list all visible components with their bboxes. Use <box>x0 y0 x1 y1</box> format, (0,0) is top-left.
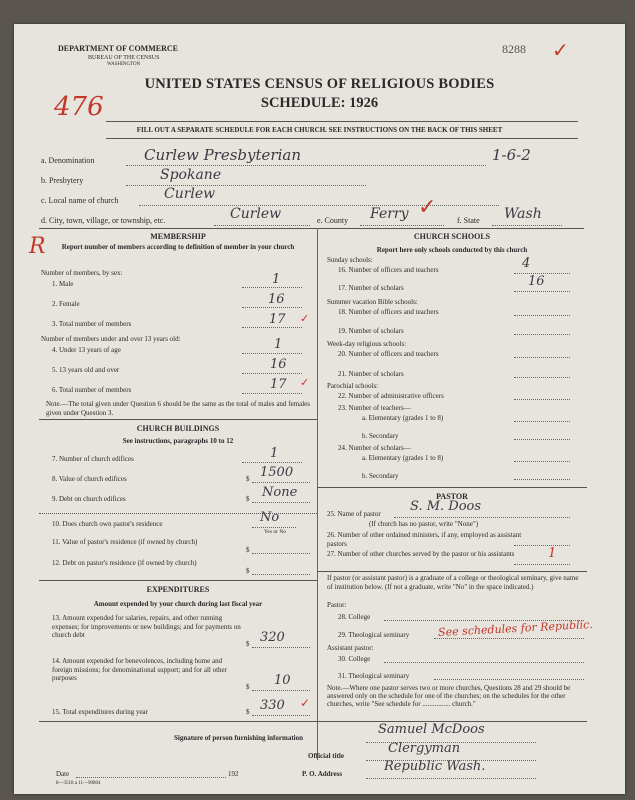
expenditures-title: EXPENDITURES <box>146 585 210 594</box>
q18-label: 18. Number of officers and teachers <box>338 308 439 316</box>
q28-label: 28. College <box>338 613 371 621</box>
q11-label: 11. Value of pastor's residence (if owned by church) <box>52 538 198 546</box>
q13-label: 13. Amount expended for salaries, repairs, and other running expenses; for improvements or new buildings; and for payments on church debt <box>52 614 241 640</box>
county-value: Ferry <box>370 206 409 222</box>
signature-label: Signature of person furnishing information <box>174 734 303 742</box>
instruction-text: FILL OUT A SEPARATE SCHEDULE FOR EACH CHURCH. SEE INSTRUCTIONS ON THE BACK OF THIS SHEET <box>136 126 503 134</box>
q16-label: 16. Number of officers and teachers <box>338 266 439 274</box>
q25-value: S. M. Doos <box>410 499 482 514</box>
q31-label: 31. Theological seminary <box>338 672 410 680</box>
q20-label: 20. Number of officers and teachers <box>338 350 439 358</box>
q19-label: 19. Number of scholars <box>338 327 404 335</box>
q1-value: 1 <box>272 272 281 287</box>
q5-value: 16 <box>270 357 287 372</box>
date-label: Date <box>56 770 70 778</box>
pastor-sublabel: Pastor: <box>327 601 347 609</box>
assistant-sublabel: Assistant pastor: <box>327 644 374 652</box>
q25-label: 25. Name of pastor <box>327 510 381 518</box>
summer-schools-label: Summer vacation Bible schools: <box>327 298 418 306</box>
form-number: 8288 <box>502 42 526 56</box>
q21-label: 21. Number of scholars <box>338 370 404 378</box>
weekday-schools-label: Week-day religious schools: <box>327 340 407 348</box>
form-subtitle: SCHEDULE: 1926 <box>260 95 379 111</box>
red-tick-q15: ✓ <box>300 696 311 710</box>
presbytery-label: b. Presbytery <box>41 176 84 185</box>
schools-intro: Report here only schools conducted by this church <box>376 246 528 254</box>
q9-value: None <box>262 485 298 500</box>
census-schedule-sheet <box>14 24 625 794</box>
q29-label: 29. Theological seminary <box>338 631 410 639</box>
city-field-label: d. City, town, village, or township, etc. <box>41 216 166 225</box>
red-tick-q3: ✓ <box>300 313 310 325</box>
q24b-label: b. Secondary <box>362 472 399 480</box>
q13-value: 320 <box>260 630 285 645</box>
state-label: f. State <box>457 216 480 225</box>
q15-value: 330 <box>260 698 285 713</box>
q23a-label: a. Elementary (grades 1 to 8) <box>362 414 444 422</box>
q6-label: 6. Total number of members <box>52 386 132 394</box>
graduate-intro: If pastor (or assistant pastor) is a graduate of a college or theological seminary, give name of institution below. (If not a graduate, write "No" in the space indicated.) <box>327 574 579 591</box>
church-name-value: Curlew <box>164 186 216 202</box>
q23-label: 23. Number of teachers— <box>338 404 411 412</box>
q2-label: 2. Female <box>52 300 80 308</box>
year-label: 192 <box>228 770 239 778</box>
signature-value: Samuel McDoos <box>378 722 485 737</box>
q17-value: 16 <box>528 274 545 289</box>
q26-label: 26. Number of other ordained ministers, if any, employed as assistant pastors <box>327 531 522 548</box>
denomination-value: Curlew Presbyterian <box>144 146 301 164</box>
q8-value: 1500 <box>260 465 294 480</box>
q23b-label: b. Secondary <box>362 432 399 440</box>
q3-label: 3. Total number of members <box>52 320 132 328</box>
q14-value: 10 <box>274 673 291 688</box>
red-tick-q6: ✓ <box>300 377 310 389</box>
official-title-value: Clergyman <box>388 741 461 756</box>
red-r-mark: R <box>29 234 46 259</box>
buildings-title: CHURCH BUILDINGS <box>136 424 220 433</box>
state-value: Wash <box>504 206 542 222</box>
q8-dollar: $ <box>246 475 250 483</box>
q9-dollar: $ <box>246 495 250 503</box>
q9-label: 9. Debt on church edifices <box>52 495 126 503</box>
q10-value: No <box>260 510 280 525</box>
red-check-mark: ✓ <box>552 40 569 62</box>
city-label: WASHINGTON <box>107 62 141 67</box>
q15-label: 15. Total expenditures during year <box>52 708 148 716</box>
q12-label: 12. Debt on pastor's residence (if owned by church) <box>52 559 197 567</box>
yes-no-hint: Yes or No <box>264 529 287 535</box>
q22-label: 22. Number of administrative officers <box>338 392 444 400</box>
age-intro-label: Number of members under and over 13 years old: <box>41 335 181 343</box>
q16-value: 4 <box>522 256 531 271</box>
q7-label: 7. Number of church edifices <box>52 455 134 463</box>
city-value: Curlew <box>230 206 282 222</box>
q17-label: 17. Number of scholars <box>338 284 404 292</box>
q4-value: 1 <box>274 337 283 352</box>
q7-value: 1 <box>270 446 279 461</box>
q30-label: 30. College <box>338 655 371 663</box>
official-title-label: Official title <box>308 752 344 760</box>
q5-label: 5. 13 years old and over <box>52 366 120 374</box>
q10-label: 10. Does church own pastor's residence <box>52 520 163 528</box>
membership-title: MEMBERSHIP <box>150 232 206 241</box>
church-name-label: c. Local name of church <box>41 196 119 205</box>
q12-dollar: $ <box>246 567 250 575</box>
members-by-sex-label: Number of members, by sex: <box>41 269 123 277</box>
q6-value: 17 <box>270 377 287 392</box>
q3-value: 17 <box>269 312 286 327</box>
q29-value: See schedules for Republic. <box>437 617 594 640</box>
q2-value: 16 <box>268 292 285 307</box>
bureau-label: BUREAU OF THE CENSUS <box>88 55 160 61</box>
sunday-schools-label: Sunday schools: <box>327 256 373 264</box>
pastor-note: Note.—Where one pastor serves two or more churches, Questions 28 and 29 should be answered only on the schedule for one of the churches; on the schedules for the other churches, write "See schedule for ................ church." <box>327 684 571 708</box>
q13-dollar: $ <box>246 640 250 648</box>
red-check-mark-county: ✓ <box>418 194 437 219</box>
q14-label: 14. Amount expended for benevolences, including home and foreign missions; for denominational support; and for all other purposes <box>52 657 227 683</box>
q1-label: 1. Male <box>52 280 74 288</box>
expenditures-intro: Amount expended by your church during last fiscal year <box>93 600 263 608</box>
denomination-label: a. Denomination <box>41 156 95 165</box>
red-handwritten-number: 476 <box>54 92 104 122</box>
q27-value: 1 <box>548 546 557 561</box>
q4-label: 4. Under 13 years of age <box>52 346 121 354</box>
q14-dollar: $ <box>246 683 250 691</box>
presbytery-value: Spokane <box>160 167 222 183</box>
po-address-label: P. O. Address <box>302 770 343 778</box>
q15-dollar: $ <box>246 708 250 716</box>
department-label: DEPARTMENT OF COMMERCE <box>58 44 179 53</box>
county-label: e. County <box>317 216 349 225</box>
pastor-title: PASTOR <box>436 492 468 501</box>
membership-intro: Report number of members according to definition of member in your church <box>61 243 295 251</box>
q24a-label: a. Elementary (grades 1 to 8) <box>362 454 444 462</box>
q8-label: 8. Value of church edifices <box>52 475 127 483</box>
code-value: 1-6-2 <box>492 146 531 164</box>
membership-note: Note.—The total given under Question 6 should be the same as the total of males and females given under Question 3. <box>46 400 310 417</box>
q25-note: (If church has no pastor, write "None") <box>369 520 479 528</box>
buildings-intro: See instructions, paragraphs 10 to 12 <box>122 437 234 445</box>
parochial-schools-label: Parochial schools: <box>327 382 379 390</box>
schools-title: CHURCH SCHOOLS <box>413 232 491 241</box>
q27-label: 27. Number of other churches served by the pastor or his assistants <box>327 550 515 558</box>
po-address-value: Republic Wash. <box>384 759 486 774</box>
q24-label: 24. Number of scholars— <box>338 444 411 452</box>
form-title: UNITED STATES CENSUS OF RELIGIOUS BODIES <box>144 76 495 92</box>
footer-code: 8—3518 a 11—90804 <box>56 781 101 786</box>
q11-dollar: $ <box>246 546 250 554</box>
